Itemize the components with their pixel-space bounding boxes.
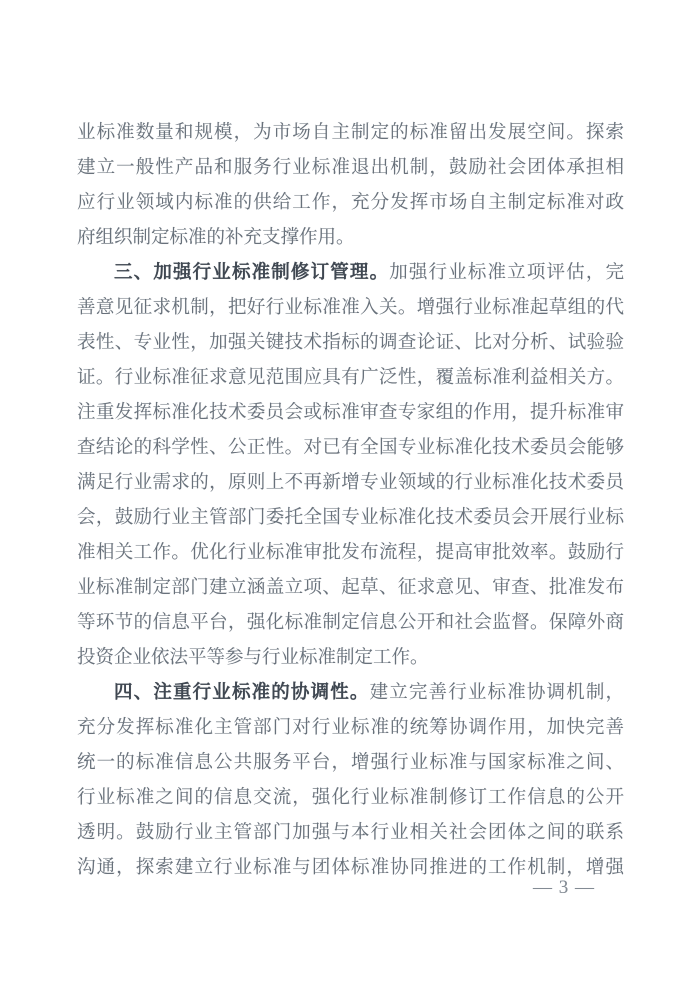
text-line: 善意见征求机制，把好行业标准准入关。增强行业标准起草组的代: [77, 298, 624, 318]
text-line: 业标准制定部门建立涵盖立项、起草、征求意见、审查、批准发布: [77, 578, 624, 598]
text-line: 建立一般性产品和服务行业标准退出机制，鼓励社会团体承担相: [77, 158, 624, 178]
text-line: 沟通，探索建立行业标准与团体标准协同推进的工作机制，增强: [77, 858, 624, 878]
text-line: 注重发挥标准化技术委员会或标准审查专家组的作用，提升标准审: [77, 403, 624, 423]
heading-line-rest: 建立完善行业标准协调机制，: [369, 683, 624, 703]
text-line: 查结论的科学性、公正性。对已有全国专业标准化技术委员会能够: [77, 438, 624, 458]
section-three-heading: 三、加强行业标准制修订管理。: [114, 263, 390, 283]
section-heading-line: [77, 256, 624, 291]
text-line: 投资企业依法平等参与行业标准制定工作。: [77, 648, 429, 668]
page-number: — 3 —: [533, 877, 595, 898]
text-line: 等环节的信息平台，强化标准制定信息公开和社会监督。保障外商: [77, 613, 624, 633]
text-line: 行业标准之间的信息交流，强化行业标准制修订工作信息的公开: [77, 788, 624, 808]
text-line: 府组织制定标准的补充支撑作用。: [77, 228, 355, 248]
text-line: 证。行业标准征求意见范围应具有广泛性，覆盖标准利益相关方。: [77, 368, 624, 388]
heading-line-rest: 加强行业标准立项评估，完: [389, 263, 624, 283]
section-four-heading: 四、注重行业标准的协调性。: [114, 683, 370, 703]
section-heading-line: [77, 676, 624, 711]
text-line: 应行业领域内标准的供给工作，充分发挥市场自主制定标准对政: [77, 193, 624, 213]
text-line: 表性、专业性，加强关键技术指标的调查论证、比对分析、试验验: [77, 333, 624, 353]
text-line: 满足行业需求的，原则上不再新增专业领域的行业标准化技术委员: [77, 473, 624, 493]
text-line: 透明。鼓励行业主管部门加强与本行业相关社会团体之间的联系: [77, 823, 624, 843]
text-line: 统一的标准信息公共服务平台，增强行业标准与国家标准之间、: [77, 753, 624, 773]
text-line: 业标准数量和规模，为市场自主制定的标准留出发展空间。探索: [77, 123, 624, 143]
text-line: 准相关工作。优化行业标准审批发布流程，提高审批效率。鼓励行: [77, 543, 624, 563]
text-line: 会，鼓励行业主管部门委托全国专业标准化技术委员会开展行业标: [77, 508, 624, 528]
body-text: [77, 116, 624, 886]
text-line: 充分发挥标准化主管部门对行业标准的统筹协调作用，加快完善: [77, 718, 624, 738]
